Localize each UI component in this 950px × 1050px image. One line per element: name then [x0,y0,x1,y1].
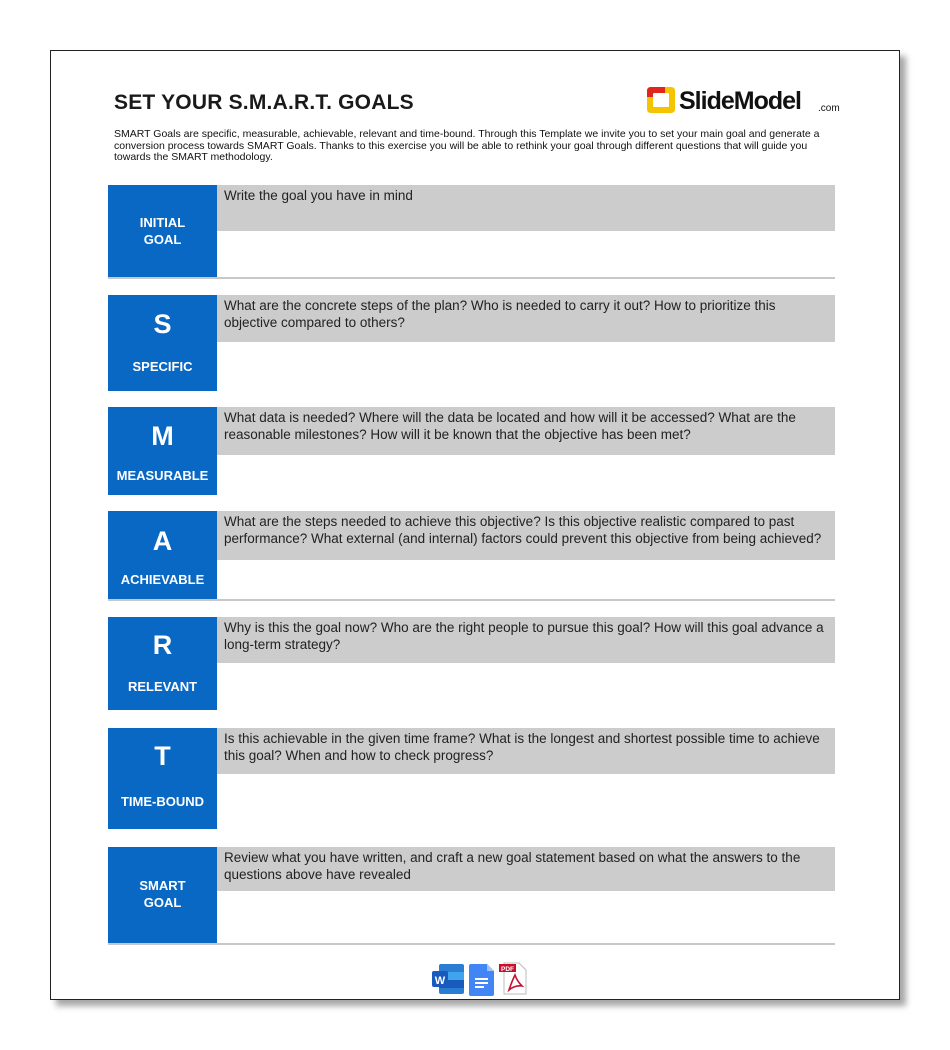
timebound-prompt: Is this achievable in the given time frame? What is the longest and shortest possible time to achieve this goal? When and how to check progress? [217,728,835,774]
smart-goal-label-line2: GOAL [143,895,182,910]
initial-goal-section [108,185,835,279]
measurable-label: MEASURABLE [116,468,209,483]
achievable-prompt: What are the steps needed to achieve this objective? Is this objective realistic compared to past performance? What external (and internal) factors could prevent this objective from being achieved? [217,511,835,560]
slidemodel-logo [645,83,845,123]
achievable-badge [108,511,217,599]
slidemodel-logo-mark-icon [645,83,679,117]
svg-text:W: W [434,975,446,987]
smart-goal-prompt: Review what you have written, and craft a new goal statement based on what the answers to the questions above have revealed [217,847,835,891]
specific-section [108,295,835,391]
specific-label: SPECIFIC [132,359,193,374]
timebound-badge [108,728,217,829]
divider [108,943,835,945]
timebound-section [108,728,835,829]
logo-wordmark: SlideModel [679,87,801,115]
relevant-letter: R [152,630,173,660]
google-docs-icon[interactable] [469,964,495,996]
achievable-letter: A [152,526,173,556]
file-format-icons [431,961,531,995]
initial-goal-label-line2: GOAL [143,232,182,247]
initial-goal-badge [108,185,217,277]
specific-letter: S [153,309,172,339]
word-icon[interactable] [431,963,465,997]
specific-badge [108,295,217,391]
timebound-label: TIME-BOUND [120,794,205,809]
page-title: SET YOUR S.M.A.R.T. GOALS [114,91,414,114]
measurable-section [108,407,835,495]
document-page [50,50,900,1000]
achievable-label: ACHIEVABLE [120,572,205,587]
measurable-prompt: What data is needed? Where will the data be located and how will it be accessed? What are the reasonable milestones? How will it be known that the objective has been met? [217,407,835,455]
timebound-letter: T [154,741,171,771]
intro-text: SMART Goals are specific, measurable, achievable, relevant and time-bound. Through this Template we invite you to set your main goal and generate a conversion process towards SMART Goals. Thanks to this exercise you will be able to rethink your goal through different questions that will guide you towards the SMART methodology. [114,128,820,163]
smart-goal-badge [108,847,217,943]
pdf-icon-label: PDF [501,966,514,973]
smart-goal-section [108,847,835,945]
relevant-prompt: Why is this the goal now? Who are the right people to pursue this goal? How will this goal advance a long-term strategy? [217,617,835,663]
measurable-badge [108,407,217,495]
divider [108,599,835,601]
relevant-section [108,617,835,710]
measurable-letter: M [151,421,174,451]
logo-suffix: .com [818,103,840,114]
smart-goal-label-line1: SMART [139,878,186,893]
achievable-section [108,511,835,601]
initial-goal-prompt: Write the goal you have in mind [217,185,835,231]
divider [108,277,835,279]
pdf-icon[interactable] [499,961,529,995]
relevant-badge [108,617,217,710]
initial-goal-label-line1: INITIAL [139,215,186,230]
specific-prompt: What are the concrete steps of the plan? Who is needed to carry it out? How to prioritize this objective compared to others? [217,295,835,342]
relevant-label: RELEVANT [127,679,198,694]
